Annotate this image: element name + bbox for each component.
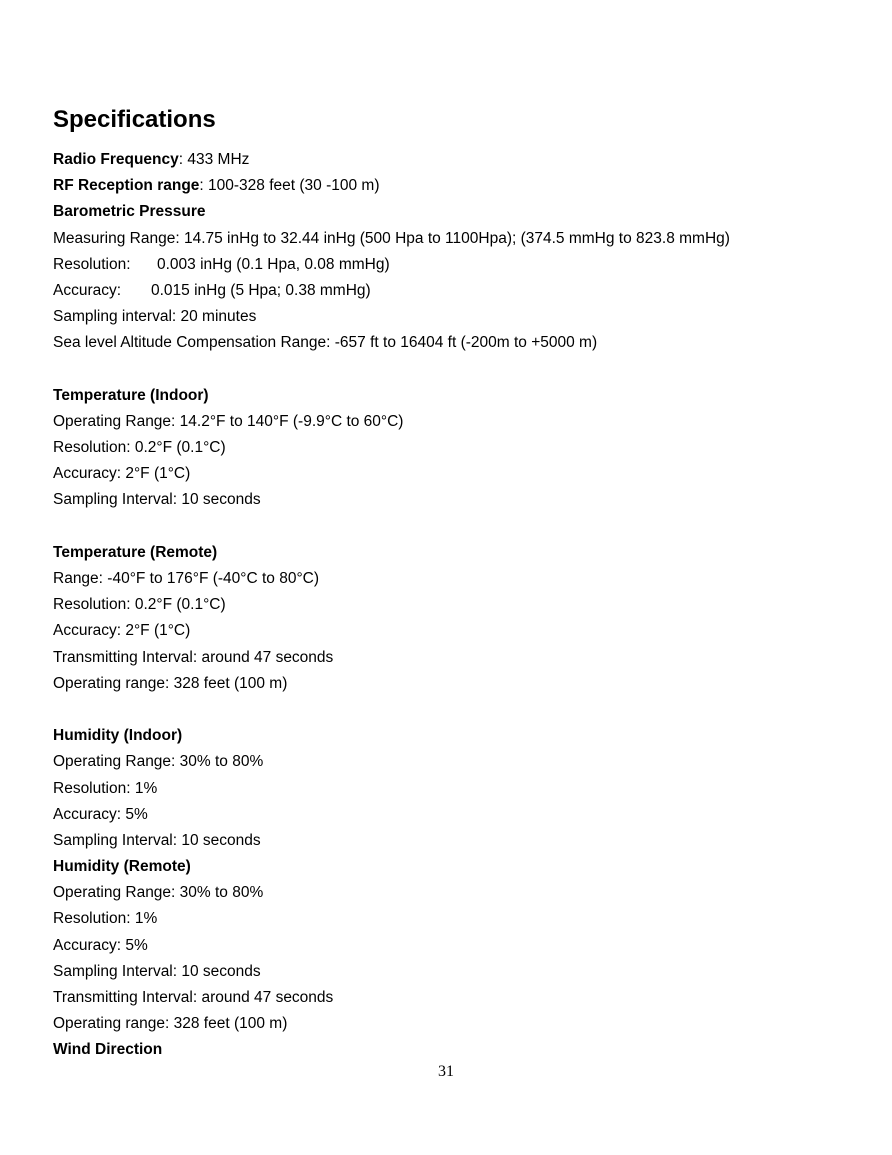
section-spacer	[53, 357, 873, 383]
barometric-heading: Barometric Pressure	[53, 203, 206, 221]
rf-range-label: RF Reception range	[53, 177, 200, 195]
wind-direction-heading: Wind Direction	[53, 1041, 163, 1059]
temp-remote-transmitting: Transmitting Interval: around 47 seconds	[53, 648, 334, 666]
hum-indoor-accuracy: Accuracy: 5%	[53, 805, 148, 823]
barometric-sampling: Sampling interval: 20 minutes	[53, 308, 257, 326]
section-spacer	[53, 697, 873, 723]
hum-remote-sampling: Sampling Interval: 10 seconds	[53, 962, 261, 980]
rf-range-value: : 100-328 feet (30 -100 m)	[199, 177, 380, 195]
barometric-resolution-label: Resolution:	[53, 255, 131, 273]
hum-remote-heading: Humidity (Remote)	[53, 858, 191, 876]
hum-indoor-resolution: Resolution: 1%	[53, 779, 158, 797]
section-spacer	[53, 514, 873, 540]
radio-frequency-value: : 433 MHz	[178, 151, 250, 168]
page-number: 31	[438, 1063, 454, 1080]
page-title: Specifications	[53, 106, 216, 133]
temp-indoor-range: Operating Range: 14.2°F to 140°F (-9.9°C to 60°C)	[53, 412, 404, 430]
temp-indoor-accuracy: Accuracy: 2°F (1°C)	[53, 465, 191, 483]
temp-remote-range: Range: -40°F to 176°F (-40°C to 80°C)	[53, 570, 320, 587]
temp-remote-operating: Operating range: 328 feet (100 m)	[53, 674, 288, 692]
hum-remote-operating: Operating range: 328 feet (100 m)	[53, 1015, 288, 1033]
barometric-accuracy-value: 0.015 inHg (5 Hpa; 0.38 mmHg)	[151, 281, 371, 299]
hum-indoor-heading: Humidity (Indoor)	[53, 727, 183, 745]
hum-indoor-range: Operating Range: 30% to 80%	[53, 753, 264, 771]
temp-remote-resolution: Resolution: 0.2°F (0.1°C)	[53, 596, 226, 614]
barometric-resolution-line	[53, 252, 873, 278]
temp-remote-heading: Temperature (Remote)	[53, 543, 218, 561]
hum-remote-accuracy: Accuracy: 5%	[53, 936, 148, 954]
barometric-accuracy-label: Accuracy:	[53, 281, 122, 299]
temp-indoor-heading: Temperature (Indoor)	[53, 386, 209, 404]
barometric-resolution-value: 0.003 inHg (0.1 Hpa, 0.08 mmHg)	[157, 255, 390, 273]
rf-range-line	[53, 173, 873, 199]
barometric-altitude: Sea level Altitude Compensation Range: -657 ft to 16404 ft (-200m to +5000 m)	[53, 334, 598, 352]
temp-remote-accuracy: Accuracy: 2°F (1°C)	[53, 622, 191, 640]
radio-frequency-label: Radio Frequency	[53, 151, 179, 168]
temp-indoor-sampling: Sampling Interval: 10 seconds	[53, 491, 261, 509]
temp-indoor-resolution: Resolution: 0.2°F (0.1°C)	[53, 439, 226, 457]
hum-remote-range: Operating Range: 30% to 80%	[53, 884, 264, 902]
specifications-body	[53, 147, 873, 1064]
barometric-measuring-range: Measuring Range: 14.75 inHg to 32.44 inHg (500 Hpa to 1100Hpa); (374.5 mmHg to 823.8 mmHg)	[53, 229, 730, 247]
barometric-accuracy-line	[53, 278, 873, 304]
hum-remote-transmitting: Transmitting Interval: around 47 seconds	[53, 989, 334, 1006]
hum-indoor-sampling: Sampling Interval: 10 seconds	[53, 831, 261, 849]
hum-remote-resolution: Resolution: 1%	[53, 910, 158, 928]
radio-frequency-line	[53, 147, 873, 173]
